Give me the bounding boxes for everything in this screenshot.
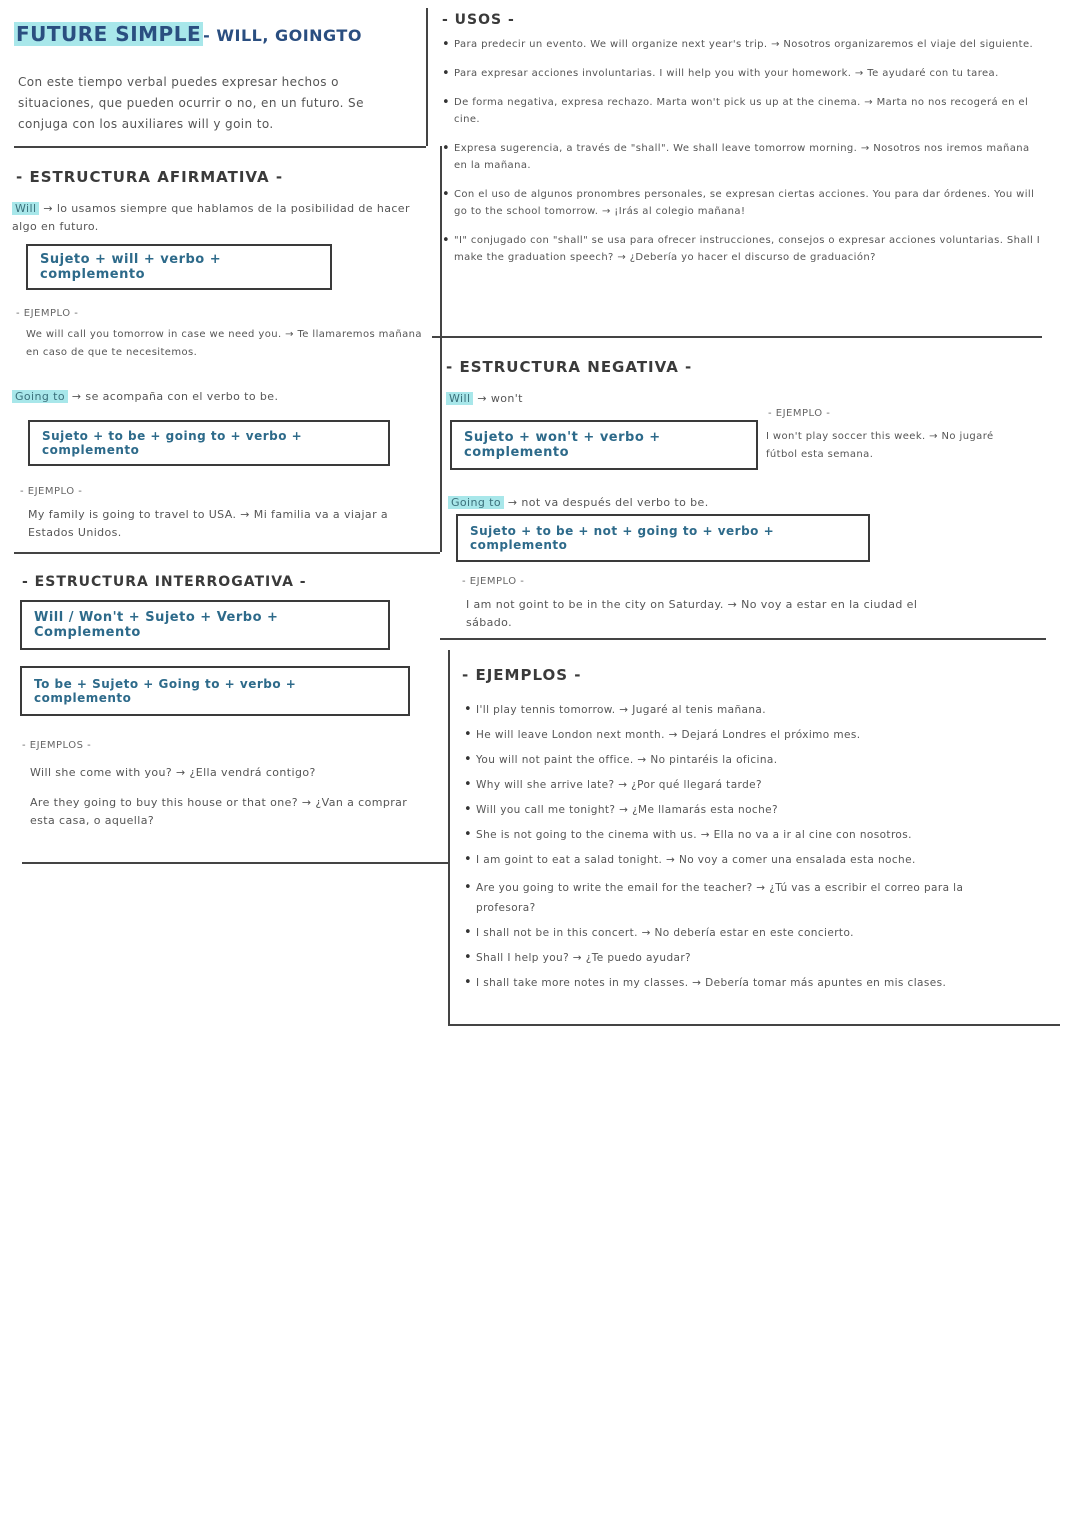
list-item: • "I" conjugado con "shall" se usa para ofrecer instrucciones, consejos o expresar acciones voluntarias. Shall I make the graduation speech? → ¿Debería yo hacer el discurso de graduación? [454,232,1044,266]
title-main: FUTURE SIMPLE [16,22,202,46]
list-item: • I'll play tennis tomorrow. → Jugaré al tenis mañana. [476,700,1056,720]
ejemplo-text: I am not goint to be in the city on Saturday. → No voy a estar en la ciudad el sábado. [466,598,918,629]
column-divider [448,650,450,1026]
list-item: • She is not going to the cinema with us. → Ella no va a ir al cine con nosotros. [476,825,1056,845]
list-item: • Expresa sugerencia, a través de "shall". We shall leave tomorrow morning. → Nosotros nos iremos mañana en la mañana. [454,140,1044,174]
list-item: • He will leave London next month. → Dejará Londres el próximo mes. [476,725,1056,745]
formula-afirmativa-will: Sujeto + will + verbo + complemento [26,244,332,290]
divider [14,552,440,554]
divider [14,146,426,148]
intro-text: Con este tiempo verbal puedes expresar hechos o situaciones, que pueden ocurrir o no, en un futuro. Se conjuga con los auxiliares will y goin to. [18,75,364,131]
heading-negativa: - ESTRUCTURA NEGATIVA - [446,358,693,376]
divider [432,336,1042,338]
ejemplo-label: - EJEMPLO - [16,308,79,319]
negativa-going-line [448,494,709,512]
divider [440,638,1046,640]
ejemplo-label: - EJEMPLO - [768,408,831,419]
formula-negativa-going: Sujeto + to be + not + going to + verbo + complemento [456,514,870,562]
ejemplo-text: My family is going to travel to USA. → Mi familia va a viajar a Estados Unidos. [28,508,389,539]
list-item: • I shall take more notes in my classes. → Debería tomar más apuntes en mis clases. [476,973,1056,993]
ejemplo-text: We will call you tomorrow in case we need you. → Te llamaremos mañana en caso de que te necesitemos. [26,329,422,358]
list-item: • Con el uso de algunos pronombres personales, se expresan ciertas acciones. You para dar órdenes. You will go to the school tomorrow. → ¡Irás al colegio mañana! [454,186,1044,220]
list-item: • Are you going to write the email for the teacher? → ¿Tú vas a escribir el correo para la profesora? [476,878,1016,918]
list-item: • Will you call me tonight? → ¿Me llamarás esta noche? [476,800,1056,820]
list-item: • Shall I help you? → ¿Te puedo ayudar? [476,948,1056,968]
title-sub: - WILL, GOINGTO [203,26,362,45]
list-item: • I am goint to eat a salad tonight. → No voy a comer una ensalada esta noche. [476,850,1056,870]
going-explanation: → not va después del verbo to be. [507,496,709,509]
ejemplo-text: I won't play soccer this week. → No jugaré fútbol esta semana. [766,431,994,460]
will-highlight: Will [12,202,39,215]
heading-afirmativa: - ESTRUCTURA AFIRMATIVA - [16,168,284,186]
usos-list [440,36,1044,266]
list-item: • Para expresar acciones involuntarias. I will help you with your homework. → Te ayudaré con tu tarea. [454,65,1044,82]
heading-usos: - USOS - [442,12,515,28]
column-divider [426,8,428,146]
divider [22,862,448,864]
going-highlight: Going to [12,390,68,403]
ejemplo-label: - EJEMPLO - [462,576,525,587]
list-item: • I shall not be in this concert. → No debería estar en este concierto. [476,923,1056,943]
list-item: • Why will she arrive late? → ¿Por qué llegará tarde? [476,775,1056,795]
going-explanation: → se acompaña con el verbo to be. [71,390,279,403]
formula-interrogativa-going: To be + Sujeto + Going to + verbo + complemento [20,666,410,716]
will-highlight: Will [446,392,473,405]
afirmativa-will-line [12,200,412,236]
will-explanation: → won't [477,392,523,405]
list-item: • You will not paint the office. → No pintaréis la oficina. [476,750,1056,770]
going-highlight: Going to [448,496,504,509]
ejemplo-text: Will she come with you? → ¿Ella vendrá contigo? [30,766,316,779]
formula-afirmativa-going: Sujeto + to be + going to + verbo + complemento [28,420,390,466]
negativa-will-line [446,390,523,408]
ejemplos-list [462,700,1056,993]
heading-interrogativa: - ESTRUCTURA INTERROGATIVA - [22,574,307,590]
divider [450,1024,1060,1026]
list-item: • Para predecir un evento. We will organize next year's trip. → Nosotros organizaremos el viaje del siguiente. [454,36,1044,53]
will-explanation: → lo usamos siempre que hablamos de la posibilidad de hacer algo en futuro. [12,202,410,233]
ejemplo-text: Are they going to buy this house or that one? → ¿Van a comprar esta casa, o aquella? [30,796,408,827]
formula-interrogativa-will: Will / Won't + Sujeto + Verbo + Complemento [20,600,390,650]
heading-ejemplos: - EJEMPLOS - [462,666,582,684]
list-item: • De forma negativa, expresa rechazo. Marta won't pick us up at the cinema. → Marta no nos recogerá en el cine. [454,94,1044,128]
afirmativa-going-line [12,388,412,406]
formula-negativa-will: Sujeto + won't + verbo + complemento [450,420,758,470]
ejemplos-label: - EJEMPLOS - [22,740,92,751]
ejemplo-label: - EJEMPLO - [20,486,83,497]
page-title [14,22,362,46]
